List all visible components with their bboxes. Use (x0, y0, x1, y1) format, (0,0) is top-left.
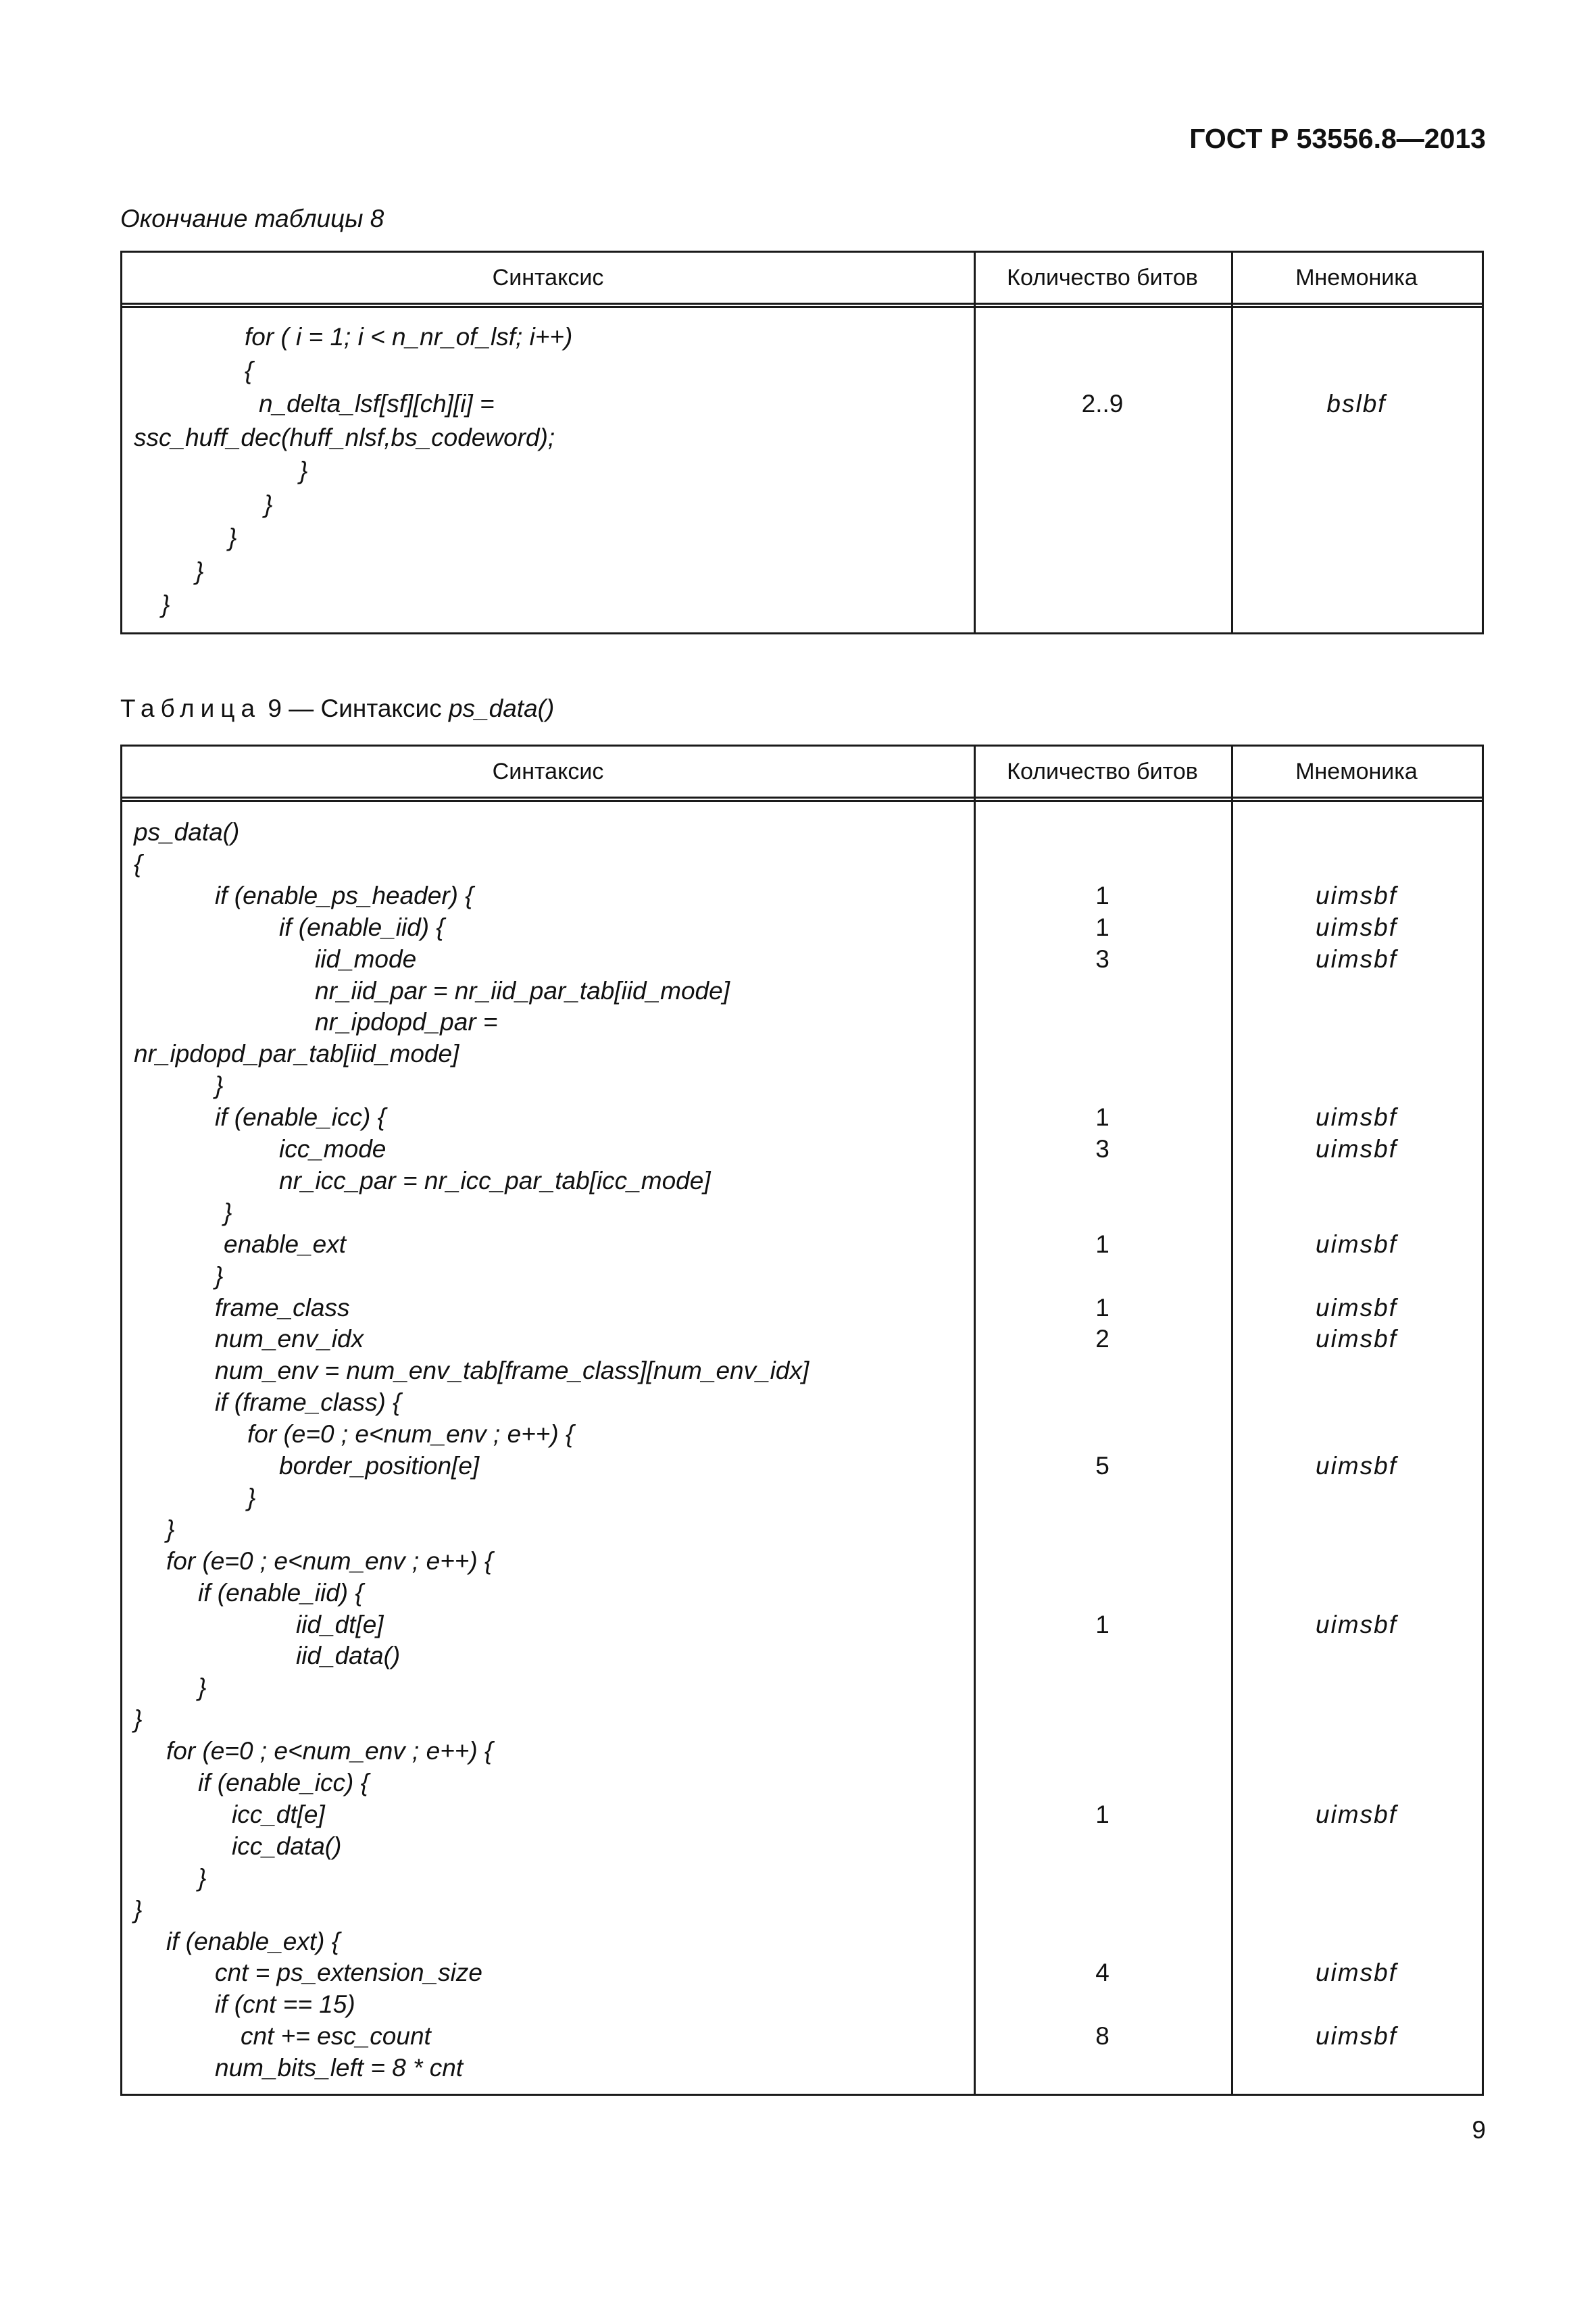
code-line: nr_icc_par = nr_icc_par_tab[icc_mode] (279, 1166, 711, 1194)
column-header-mnemonic: Мнемоника (1295, 265, 1418, 291)
table8-header (122, 253, 1482, 308)
bit-count: 8 (1095, 2022, 1109, 2051)
code-line: if (enable_iid) { (198, 1578, 364, 1607)
bit-count: 1 (1095, 1800, 1109, 1828)
bit-count: 1 (1095, 913, 1109, 941)
code-line: if (enable_ps_header) { (215, 881, 474, 909)
code-line: icc_dt[e] (232, 1800, 325, 1828)
code-line: for ( i = 1; i < n_nr_of_lsf; i++) (245, 323, 573, 351)
column-header-mnemonic: Мнемоника (1295, 759, 1418, 784)
code-line: nr_ipdopd_par_tab[iid_mode] (134, 1040, 459, 1068)
code-line: n_delta_lsf[sf][ch][i] = (259, 390, 495, 418)
code-line: { (245, 356, 253, 384)
mnemonic: uimsbf (1316, 1800, 1397, 1828)
bit-count: 4 (1095, 1959, 1109, 1987)
code-line: nr_iid_par = nr_iid_par_tab[iid_mode] (315, 976, 730, 1005)
column-header-syntax: Синтаксис (492, 759, 604, 784)
code-line: num_env = num_env_tab[frame_class][num_env_idx] (215, 1357, 809, 1385)
code-line: } (264, 490, 273, 518)
code-line: } (134, 1705, 143, 1734)
bit-count: 1 (1095, 1230, 1109, 1258)
mnemonic: uimsbf (1316, 1959, 1397, 1987)
code-line: } (134, 1895, 143, 1923)
code-line: } (198, 1674, 207, 1702)
code-line: iid_mode (315, 945, 417, 973)
mnemonic: uimsbf (1316, 1452, 1397, 1480)
code-line: } (247, 1483, 256, 1511)
bit-count: 1 (1095, 1610, 1109, 1638)
mnemonic: uimsbf (1316, 1610, 1397, 1638)
code-line: if (frame_class) { (215, 1388, 401, 1417)
bit-count: 2..9 (1081, 390, 1124, 418)
bit-count: 1 (1095, 1293, 1109, 1322)
mnemonic: uimsbf (1316, 945, 1397, 973)
standard-designation: ГОСТ Р 53556.8—2013 (1189, 123, 1486, 154)
mnemonic: uimsbf (1316, 1103, 1397, 1132)
code-line: nr_ipdopd_par = (315, 1008, 498, 1036)
bit-count: 3 (1095, 945, 1109, 973)
table9-caption-function: ps_data() (448, 695, 555, 722)
code-line: num_bits_left = 8 * cnt (215, 2054, 464, 2082)
mnemonic: uimsbf (1316, 1230, 1397, 1258)
code-line: { (134, 849, 143, 878)
code-line: } (228, 524, 237, 551)
table9-caption-prefix: Таблица (120, 695, 261, 722)
code-line: cnt = ps_extension_size (215, 1959, 482, 1987)
code-line: for (e=0 ; e<num_env ; e++) { (166, 1546, 493, 1575)
table9-caption (120, 695, 554, 723)
code-line: if (enable_icc) { (198, 1769, 369, 1796)
code-line: num_env_idx (215, 1325, 364, 1353)
code-line: ps_data() (134, 818, 240, 846)
table8-caption: Окончание таблицы 8 (120, 205, 384, 232)
code-line: ssc_huff_dec(huff_nlsf,bs_codeword); (134, 423, 555, 451)
code-line: if (cnt == 15) (215, 1990, 355, 2019)
table8 (120, 251, 1484, 634)
code-line: if (enable_ext) { (166, 1927, 341, 1955)
mnemonic: uimsbf (1316, 881, 1397, 909)
bit-count: 5 (1095, 1452, 1109, 1480)
code-line: iid_data() (296, 1642, 401, 1670)
column-header-bits: Количество битов (1007, 759, 1198, 784)
mnemonic: uimsbf (1316, 1135, 1397, 1163)
code-line: } (195, 557, 204, 585)
code-line: icc_mode (279, 1135, 386, 1163)
code-line: } (299, 457, 308, 484)
column-divider (974, 253, 976, 632)
code-line: } (161, 590, 170, 618)
bit-count: 1 (1095, 881, 1109, 909)
page-number: 9 (1472, 2116, 1486, 2144)
code-line: } (198, 1863, 207, 1892)
mnemonic: uimsbf (1316, 2022, 1397, 2051)
code-line: enable_ext (224, 1230, 347, 1258)
code-line: border_position[e] (279, 1452, 480, 1480)
code-line: if (enable_icc) { (215, 1103, 386, 1132)
code-line: } (166, 1515, 175, 1543)
code-line: } (215, 1261, 224, 1290)
bit-count: 1 (1095, 1103, 1109, 1132)
code-line: } (224, 1198, 232, 1226)
bit-count: 3 (1095, 1135, 1109, 1163)
code-line: iid_dt[e] (296, 1610, 384, 1638)
table9-header (122, 747, 1482, 802)
column-header-bits: Количество битов (1007, 265, 1198, 291)
code-line: icc_data() (232, 1832, 342, 1860)
bit-count: 2 (1095, 1325, 1109, 1353)
table9 (120, 745, 1484, 2096)
code-line: if (enable_iid) { (279, 913, 445, 941)
code-line: frame_class (215, 1293, 350, 1322)
code-line: } (215, 1072, 224, 1100)
mnemonic: uimsbf (1316, 913, 1397, 941)
code-line: for (e=0 ; e<num_env ; e++) { (166, 1737, 493, 1765)
column-divider (1231, 253, 1233, 632)
code-line: for (e=0 ; e<num_env ; e++) { (247, 1420, 574, 1449)
code-line: cnt += esc_count (241, 2022, 431, 2051)
mnemonic: bslbf (1326, 390, 1387, 418)
table9-caption-number: 9 — Синтаксис (268, 695, 442, 722)
mnemonic: uimsbf (1316, 1325, 1397, 1353)
mnemonic: uimsbf (1316, 1293, 1397, 1322)
column-header-syntax: Синтаксис (492, 265, 604, 291)
